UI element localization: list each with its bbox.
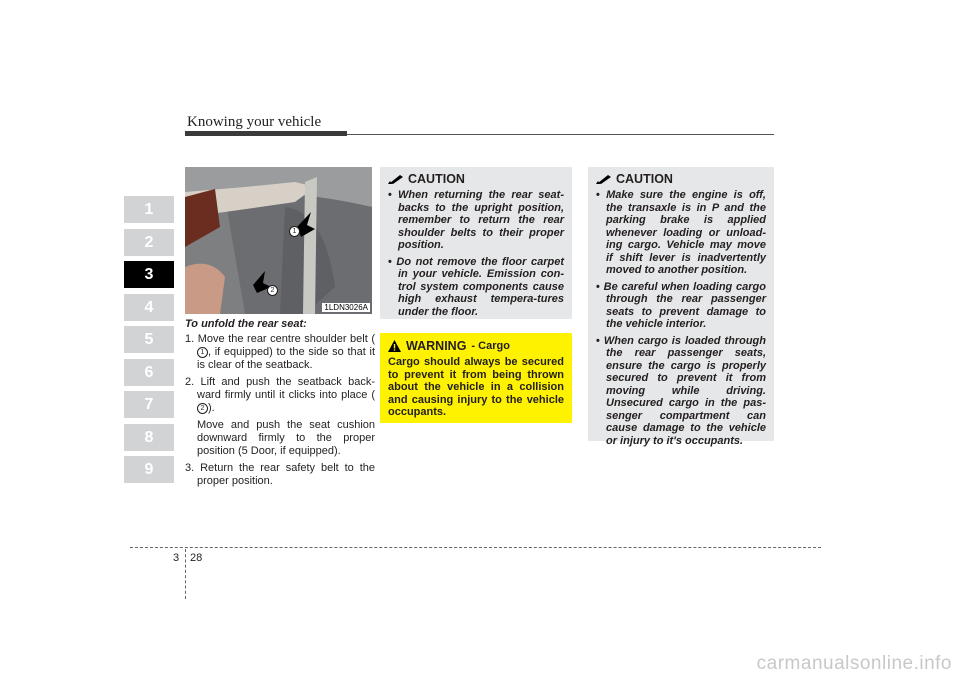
warning-body: Cargo should always be secured to prevent it from being thrown about the vehicle in a collision and causing injury to the vehicle occupants. [388,356,564,418]
warning-title: WARNING - Cargo [388,339,572,353]
callout-1: 1 [289,226,300,237]
caution-list [596,189,766,447]
callout-2: 2 [267,285,278,296]
header-accent-bar [185,131,347,136]
chapter-tab-8[interactable]: 8 [124,424,174,451]
footer-divider [185,549,186,599]
caution-box-cargo [588,167,774,447]
section-title: Knowing your vehicle [187,114,322,130]
footer-chapter: 3 [173,552,180,564]
instructions-subtitle: To unfold the rear seat: [185,318,307,330]
step-3: 3. Return the rear safety belt to the proper position. [185,462,375,487]
inline-callout-2: 2 [197,403,208,414]
seat-illustration [185,167,372,314]
caution-item: • Do not remove the floor carpet in your vehicle. Emission con-trol system components cause high exhaust tempera-tures under the floor. [388,256,564,319]
caution-box-seatbelt [380,167,572,319]
chapter-tab-7[interactable]: 7 [124,391,174,418]
warning-box-cargo [380,333,572,423]
step-1: 1. Move the rear centre shoulder belt (1 , if equipped) to the side so that it is clear of the seatback. [185,333,375,371]
warning-triangle-icon [388,340,401,352]
figure-code: 1LDN3026A [324,303,368,312]
chapter-tab-3[interactable]: 3 [124,261,174,288]
chapter-tab-9[interactable]: 9 [124,456,174,483]
chapter-tab-6[interactable]: 6 [124,359,174,386]
caution-pencil-icon [596,174,612,184]
chapter-tab-1[interactable]: 1 [124,196,174,223]
chapter-tab-4[interactable]: 4 [124,294,174,321]
rear-seat-photo [185,167,372,314]
caution-item: • Be careful when loading cargo through the rear passenger seats to prevent damage to the vehicle interior. [596,281,766,331]
caution-item: • Make sure the engine is off, the transaxle is in P and the parking brake is applied whenever loading or unload-ing cargo. Vehicle may move if shift lever is inadvertently moved to another position. [596,189,766,277]
footer-rule [130,547,821,548]
footer-page-number: 28 [190,552,203,564]
caution-title: CAUTION [388,172,564,186]
caution-title: CAUTION [596,172,766,186]
chapter-tabs [124,196,174,489]
watermark: carmanualsonline.info [756,653,952,674]
caution-item: • When cargo is loaded through the rear passenger seats, ensure the cargo is properly secured to prevent it from moving while driving. Unsecured cargo in the pas-senger compartment can cause damage to the vehicle or injury to it's occupants. [596,335,766,448]
caution-item: • When returning the rear seat-backs to the upright position, remember to return the rear shoulder belts to their proper position. [388,189,564,252]
step-2-note: Move and push the seat cushion downward firmly to the proper position (5 Door, if equipped). [197,419,375,457]
caution-pencil-icon [388,174,404,184]
chapter-tab-2[interactable]: 2 [124,229,174,256]
inline-callout-1: 1 [197,347,208,358]
chapter-tab-5[interactable]: 5 [124,326,174,353]
unfold-instructions [185,318,375,492]
step-2: 2. Lift and push the seatback back-ward firmly until it clicks into place (2 ). [185,376,375,414]
caution-list [388,189,564,318]
header-rule [347,134,774,135]
